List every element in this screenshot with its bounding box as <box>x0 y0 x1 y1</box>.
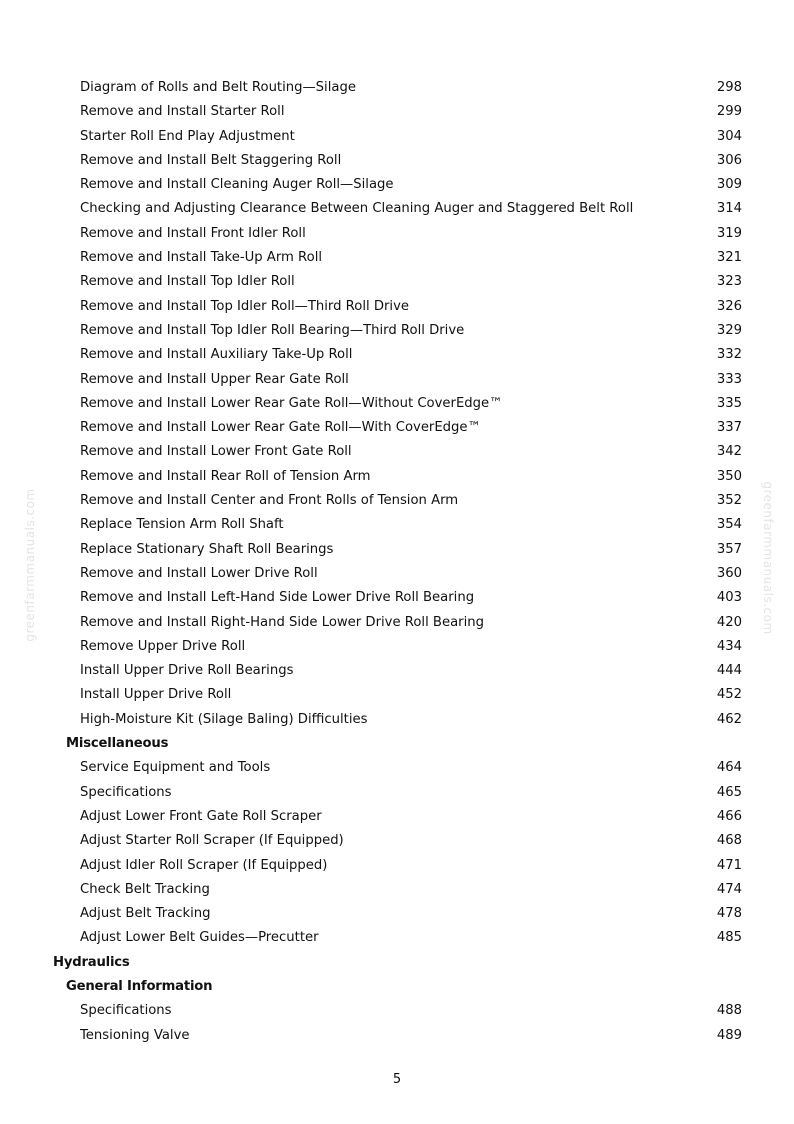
toc-entry[interactable] <box>0 368 794 392</box>
toc-entry[interactable] <box>0 635 794 659</box>
toc-entry[interactable] <box>0 781 794 805</box>
toc-entry[interactable] <box>0 878 794 902</box>
toc-entry-title: Specifications <box>80 1003 172 1019</box>
toc-entry-page-number: 465 <box>716 784 742 800</box>
toc-entry[interactable] <box>0 440 794 464</box>
toc-entry-page-number: 354 <box>716 517 742 533</box>
toc-entry-title: Replace Stationary Shaft Roll Bearings <box>80 541 334 557</box>
toc-entry-title: Install Upper Drive Roll Bearings <box>80 663 294 679</box>
toc-entry[interactable] <box>0 100 794 124</box>
toc-entry-page-number: 434 <box>716 638 742 654</box>
toc-entry-title: Adjust Belt Tracking <box>80 906 211 922</box>
toc-entry-title: Remove and Install Top Idler Roll—Third Roll Drive <box>80 298 409 314</box>
toc-entry-title: Remove and Install Rear Roll of Tension Arm <box>80 468 371 484</box>
toc-entry[interactable] <box>0 1024 794 1048</box>
toc-entry-page-number: 299 <box>716 104 742 120</box>
toc-entry-title: Replace Tension Arm Roll Shaft <box>80 517 284 533</box>
page-number: 5 <box>392 1072 402 1087</box>
toc-entry-title: Remove and Install Lower Rear Gate Roll—Without CoverEdge™ <box>80 395 503 411</box>
toc-entry-page-number: 452 <box>716 687 742 703</box>
toc-entry[interactable] <box>0 270 794 294</box>
toc-entry-page-number: 332 <box>716 347 742 363</box>
toc-entry-title: Remove and Install Top Idler Roll Bearing—Third Roll Drive <box>80 322 465 338</box>
toc-entry[interactable] <box>0 902 794 926</box>
toc-entry-page-number: 337 <box>716 420 742 436</box>
toc-entry-page-number: 420 <box>716 614 742 630</box>
toc-entry-page-number: 462 <box>716 711 742 727</box>
toc-entry-page-number: 489 <box>716 1027 742 1043</box>
toc-entry-title: Remove and Install Belt Staggering Roll <box>80 152 342 168</box>
toc-entry-page-number: 335 <box>716 395 742 411</box>
toc-entry-title: Remove and Install Top Idler Roll <box>80 274 295 290</box>
toc-entry-title: Remove and Install Left-Hand Side Lower Drive Roll Bearing <box>80 590 475 606</box>
toc-entry-title: Remove Upper Drive Roll <box>80 638 246 654</box>
toc-entry[interactable] <box>0 683 794 707</box>
toc-entry[interactable] <box>0 756 794 780</box>
toc-entry-page-number: 360 <box>716 565 742 581</box>
toc-entry-title: Starter Roll End Play Adjustment <box>80 128 295 144</box>
toc-entry[interactable] <box>0 999 794 1023</box>
toc-entry-page-number: 314 <box>716 201 742 217</box>
toc-entry-title: Adjust Lower Front Gate Roll Scraper <box>80 808 322 824</box>
toc-entry-title: Remove and Install Take-Up Arm Roll <box>80 250 323 266</box>
toc-entry[interactable] <box>0 805 794 829</box>
toc-entry-title: Check Belt Tracking <box>80 881 210 897</box>
toc-entry-title: Miscellaneous <box>66 736 169 752</box>
toc-entry[interactable] <box>0 562 794 586</box>
toc-entry-page-number: 309 <box>716 177 742 193</box>
toc-entry-page-number: 471 <box>716 857 742 873</box>
toc-section-heading <box>0 951 794 975</box>
toc-entry-page-number: 478 <box>716 906 742 922</box>
toc-entry-title: Install Upper Drive Roll <box>80 687 232 703</box>
toc-entry-title: Remove and Install Right-Hand Side Lower Drive Roll Bearing <box>80 614 484 630</box>
toc-entry[interactable] <box>0 343 794 367</box>
toc-entry[interactable] <box>0 149 794 173</box>
toc-entry[interactable] <box>0 319 794 343</box>
toc-entry-page-number: 488 <box>716 1003 742 1019</box>
toc-entry-page-number: 357 <box>716 541 742 557</box>
toc-entry-page-number: 485 <box>716 930 742 946</box>
toc-entry-title: Specifications <box>80 784 172 800</box>
toc-entry-page-number: 464 <box>716 760 742 776</box>
watermark-left: greenfarmmanuals.com <box>23 488 37 642</box>
toc-entry[interactable] <box>0 76 794 100</box>
toc-entry-title: Adjust Idler Roll Scraper (If Equipped) <box>80 857 328 873</box>
toc-entry[interactable] <box>0 586 794 610</box>
toc-entry-page-number: 466 <box>716 808 742 824</box>
toc-entry-page-number: 342 <box>716 444 742 460</box>
toc-entry-page-number: 323 <box>716 274 742 290</box>
toc-entry-title: Hydraulics <box>53 954 130 970</box>
toc-entry-page-number: 403 <box>716 590 742 606</box>
toc-entry-title: High-Moisture Kit (Silage Baling) Difficulties <box>80 711 368 727</box>
toc-entry[interactable] <box>0 611 794 635</box>
toc-entry-title: Remove and Install Auxiliary Take-Up Roll <box>80 347 353 363</box>
toc-entry-page-number: 319 <box>716 225 742 241</box>
toc-entry[interactable] <box>0 926 794 950</box>
toc-entry-title: Remove and Install Starter Roll <box>80 104 285 120</box>
toc-entry[interactable] <box>0 222 794 246</box>
toc-entry[interactable] <box>0 392 794 416</box>
toc-entry-page-number: 326 <box>716 298 742 314</box>
toc-entry-title: Adjust Starter Roll Scraper (If Equipped) <box>80 833 344 849</box>
toc-entry-title: Adjust Lower Belt Guides—Precutter <box>80 930 319 946</box>
toc-entry-page-number: 468 <box>716 833 742 849</box>
table-of-contents <box>0 76 794 1048</box>
toc-entry[interactable] <box>0 854 794 878</box>
toc-entry[interactable] <box>0 125 794 149</box>
toc-entry-title: Remove and Install Center and Front Rolls of Tension Arm <box>80 493 459 509</box>
toc-entry[interactable] <box>0 489 794 513</box>
toc-entry[interactable] <box>0 416 794 440</box>
toc-entry[interactable] <box>0 538 794 562</box>
toc-entry-page-number: 321 <box>716 250 742 266</box>
toc-entry-title: General Information <box>66 978 213 994</box>
toc-entry-page-number: 306 <box>716 152 742 168</box>
toc-entry-page-number: 333 <box>716 371 742 387</box>
toc-entry-page-number: 474 <box>716 881 742 897</box>
toc-entry-page-number: 444 <box>716 663 742 679</box>
toc-entry-title: Remove and Install Cleaning Auger Roll—Silage <box>80 177 394 193</box>
toc-entry-page-number: 352 <box>716 493 742 509</box>
toc-entry[interactable] <box>0 659 794 683</box>
toc-entry-page-number: 304 <box>716 128 742 144</box>
toc-entry-title: Service Equipment and Tools <box>80 760 271 776</box>
toc-entry-title: Remove and Install Lower Front Gate Roll <box>80 444 352 460</box>
toc-entry[interactable] <box>0 465 794 489</box>
toc-entry-page-number: 298 <box>716 80 742 95</box>
watermark-right: greenfarmmanuals.com <box>761 481 775 635</box>
toc-entry-title: Remove and Install Lower Rear Gate Roll—With CoverEdge™ <box>80 420 481 436</box>
toc-entry-title: Tensioning Valve <box>80 1027 190 1043</box>
toc-entry-title: Remove and Install Front Idler Roll <box>80 225 306 241</box>
toc-section-heading <box>0 732 794 756</box>
toc-entry[interactable] <box>0 295 794 319</box>
toc-entry[interactable] <box>0 829 794 853</box>
toc-entry[interactable] <box>0 513 794 537</box>
toc-section-heading <box>0 975 794 999</box>
toc-entry[interactable] <box>0 197 794 221</box>
toc-entry-title: Checking and Adjusting Clearance Between Cleaning Auger and Staggered Belt Roll <box>80 201 634 217</box>
toc-entry-title: Diagram of Rolls and Belt Routing—Silage <box>80 80 356 95</box>
toc-entry-title: Remove and Install Upper Rear Gate Roll <box>80 371 349 387</box>
toc-entry[interactable] <box>0 708 794 732</box>
toc-entry[interactable] <box>0 246 794 270</box>
toc-entry-page-number: 350 <box>716 468 742 484</box>
toc-entry-title: Remove and Install Lower Drive Roll <box>80 565 318 581</box>
toc-entry[interactable] <box>0 173 794 197</box>
toc-entry-page-number: 329 <box>716 322 742 338</box>
